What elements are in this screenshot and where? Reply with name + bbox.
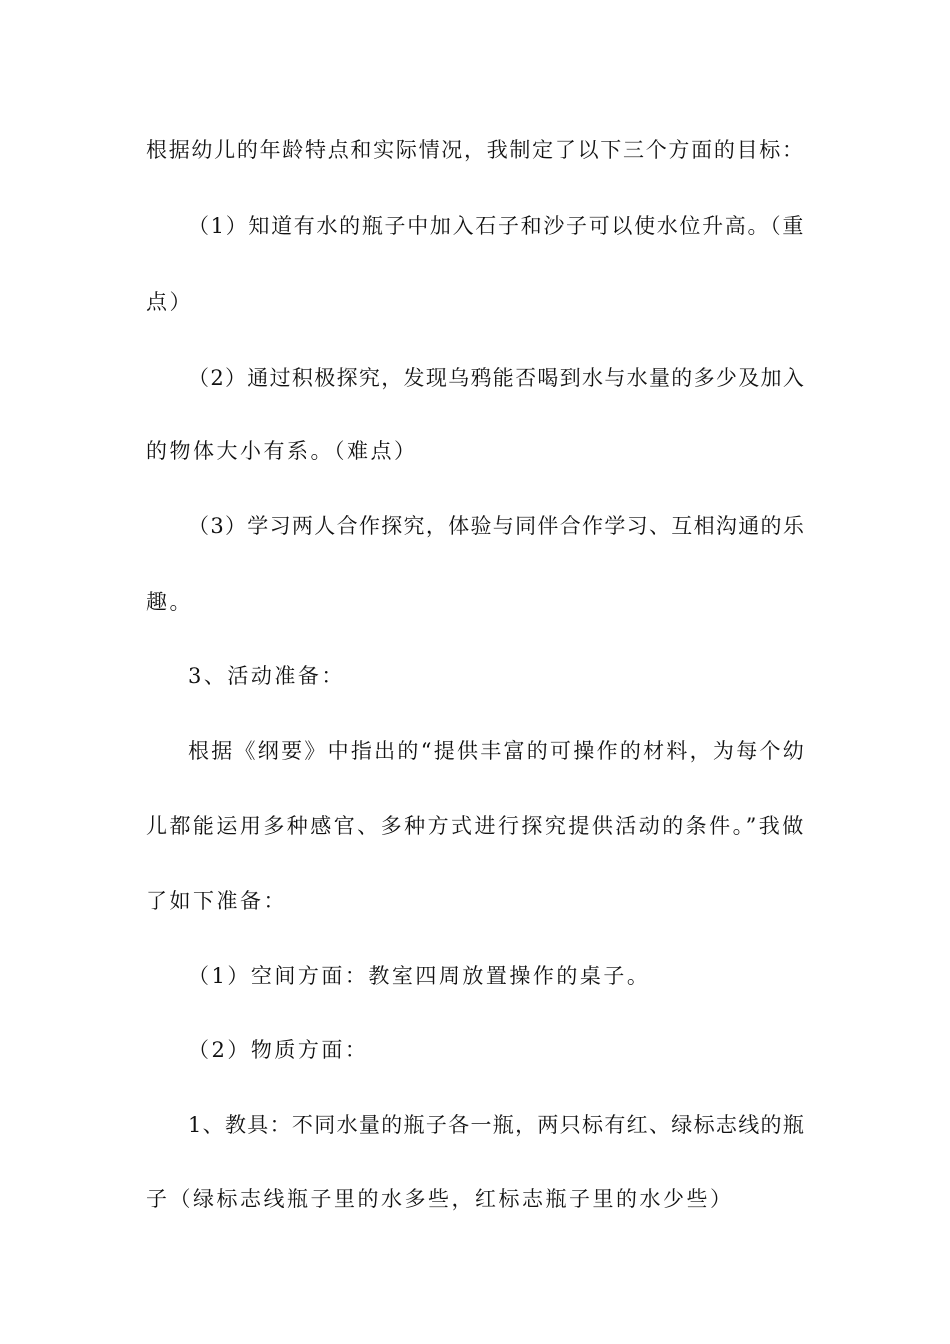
paragraph-preparation-line-3: 了如下准备：: [146, 889, 287, 913]
goal-2-line-1: （2）通过积极探究，发现乌鸦能否喝到水与水量的多少及加入: [188, 366, 806, 390]
goal-3-line-1: （3）学习两人合作探究，体验与同伴合作学习、互相沟通的乐: [188, 514, 806, 538]
goal-1-line-2: 点）: [146, 290, 193, 314]
paragraph-goals-intro: 根据幼儿的年龄特点和实际情况，我制定了以下三个方面的目标：: [146, 138, 805, 162]
teaching-aids-line-2: 子（绿标志线瓶子里的水多些，红标志瓶子里的水少些）: [146, 1187, 734, 1211]
teaching-aids-line-1: 1、教具：不同水量的瓶子各一瓶，两只标有红、绿标志线的瓶: [188, 1113, 806, 1137]
goal-1-line-1: （1）知道有水的瓶子中加入石子和沙子可以使水位升高。（重: [188, 214, 806, 238]
goal-3-line-2: 趣。: [146, 590, 193, 614]
paragraph-preparation-line-1: 根据《纲要》中指出的“提供丰富的可操作的材料，为每个幼: [188, 739, 807, 763]
goal-2-line-2: 的物体大小有系。（难点）: [146, 439, 418, 463]
section-heading-preparation: 3、活动准备：: [188, 664, 345, 688]
paragraph-preparation-line-2: 儿都能运用多种感官、多种方式进行探究提供活动的条件。”我做: [146, 814, 806, 838]
prep-space-item: （1）空间方面：教室四周放置操作的桌子。: [188, 964, 651, 988]
prep-material-item: （2）物质方面：: [188, 1038, 369, 1062]
